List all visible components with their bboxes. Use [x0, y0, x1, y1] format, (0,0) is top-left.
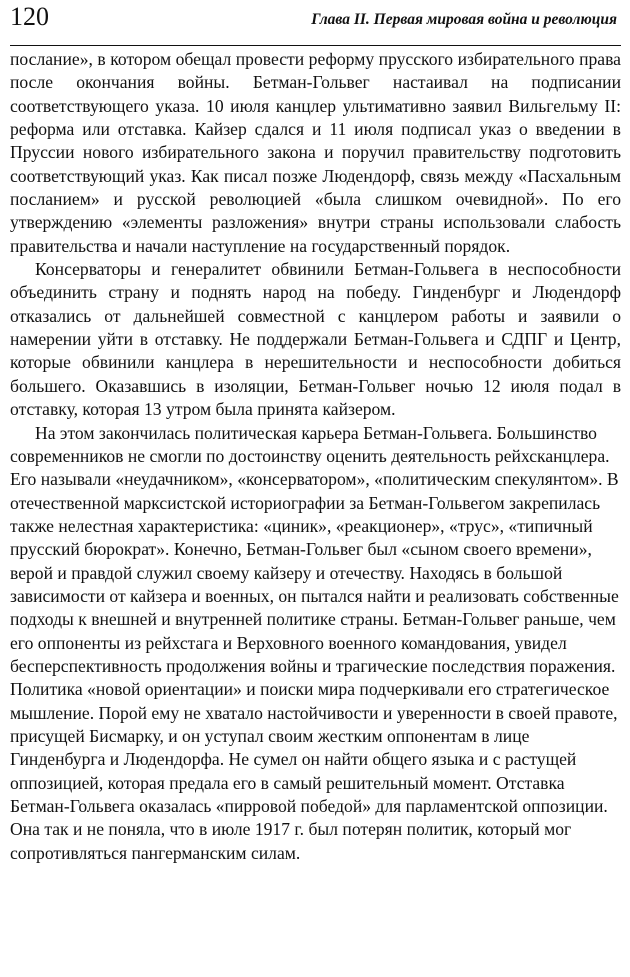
running-title: Глава II. Первая мировая война и революция [311, 11, 617, 28]
page-number: 120 [10, 2, 49, 31]
body-text [10, 48, 621, 865]
paragraph-assessment: На этом закончилась политическая карьера Бетман-Гольвега. Большинство современников не смогли по достоинству оценить деятельность рейхсканцлера. Его называли «неудачником», «консерватором», «политическим спекулянтом». В отечественной марксистской историографии за Бетман-Гольвегом закрепилась также нелестная характеристика: «циник», «реакционер», «трус», «типичный прусский бюрократ». Конечно, Бетман-Гольвег был «сыном своего времени», верой и правдой служил своему кайзеру и отечеству. Находясь в большой зависимости от кайзера и военных, он пытался найти и реализовать собственные подходы к внешней и внутренней политике страны. Бетман-Гольвег раньше, чем его оппоненты из рейхстага и Верховного военного командования, увидел бесперспективность продолжения войны и трагические последствия поражения. Политика «новой ориентации» и поиски мира подчеркивали его стратегическое мышление. Порой ему не хватало настойчивости и уверенности в своей правоте, присущей Бисмарку, и он уступал своим жестким оппонентам в лице Гинденбурга и Людендорфа. Не сумел он найти общего языка и с растущей оппозицией, которая предала его в самый решительный момент. Отставка Бетман-Гольвега оказалась «пирровой победой» для парламентской оппозиции. Она так и не поняла, что в июле 1917 г. был потерян политик, который мог сопротивляться пангерманским силам. [10, 422, 619, 863]
page-header [10, 0, 621, 46]
paragraph-continued: послание», в котором обещал провести реформу прусского избирательного права после окончания войны. Бетман-Гольвег настаивал на подписании соответствующего указа. 10 июля канцлер ультимативно заявил Вильгельму II: реформа или отставка. Кайзер сдался и 11 июля подписал указ о введении в Пруссии нового избирательного закона и поручил правительству подготовить соответствующий указ. Как писал позже Людендорф, связь между «Пасхальным посланием» и русской революцией «была слишком очевидной». По его утверждению «элементы разложения» внутри страны использовали слабость правительства и начали наступление на государственный порядок. [10, 49, 621, 256]
paragraph-resignation: Консерваторы и генералитет обвинили Бетман-Гольвега в неспособности объединить страну и поднять народ на победу. Гинденбург и Людендорф отказались от дальнейшей совместной с канцлером работы и заявили о намерении уйти в отставку. Не поддержали Бетман-Гольвега и СДПГ и Центр, которые обвинили канцлера в нерешительности и неспособности добиться большего. Оказавшись в изоляции, Бетман-Гольвег ночью 12 июля подал в отставку, которая 13 утром была принята кайзером. [10, 259, 621, 420]
